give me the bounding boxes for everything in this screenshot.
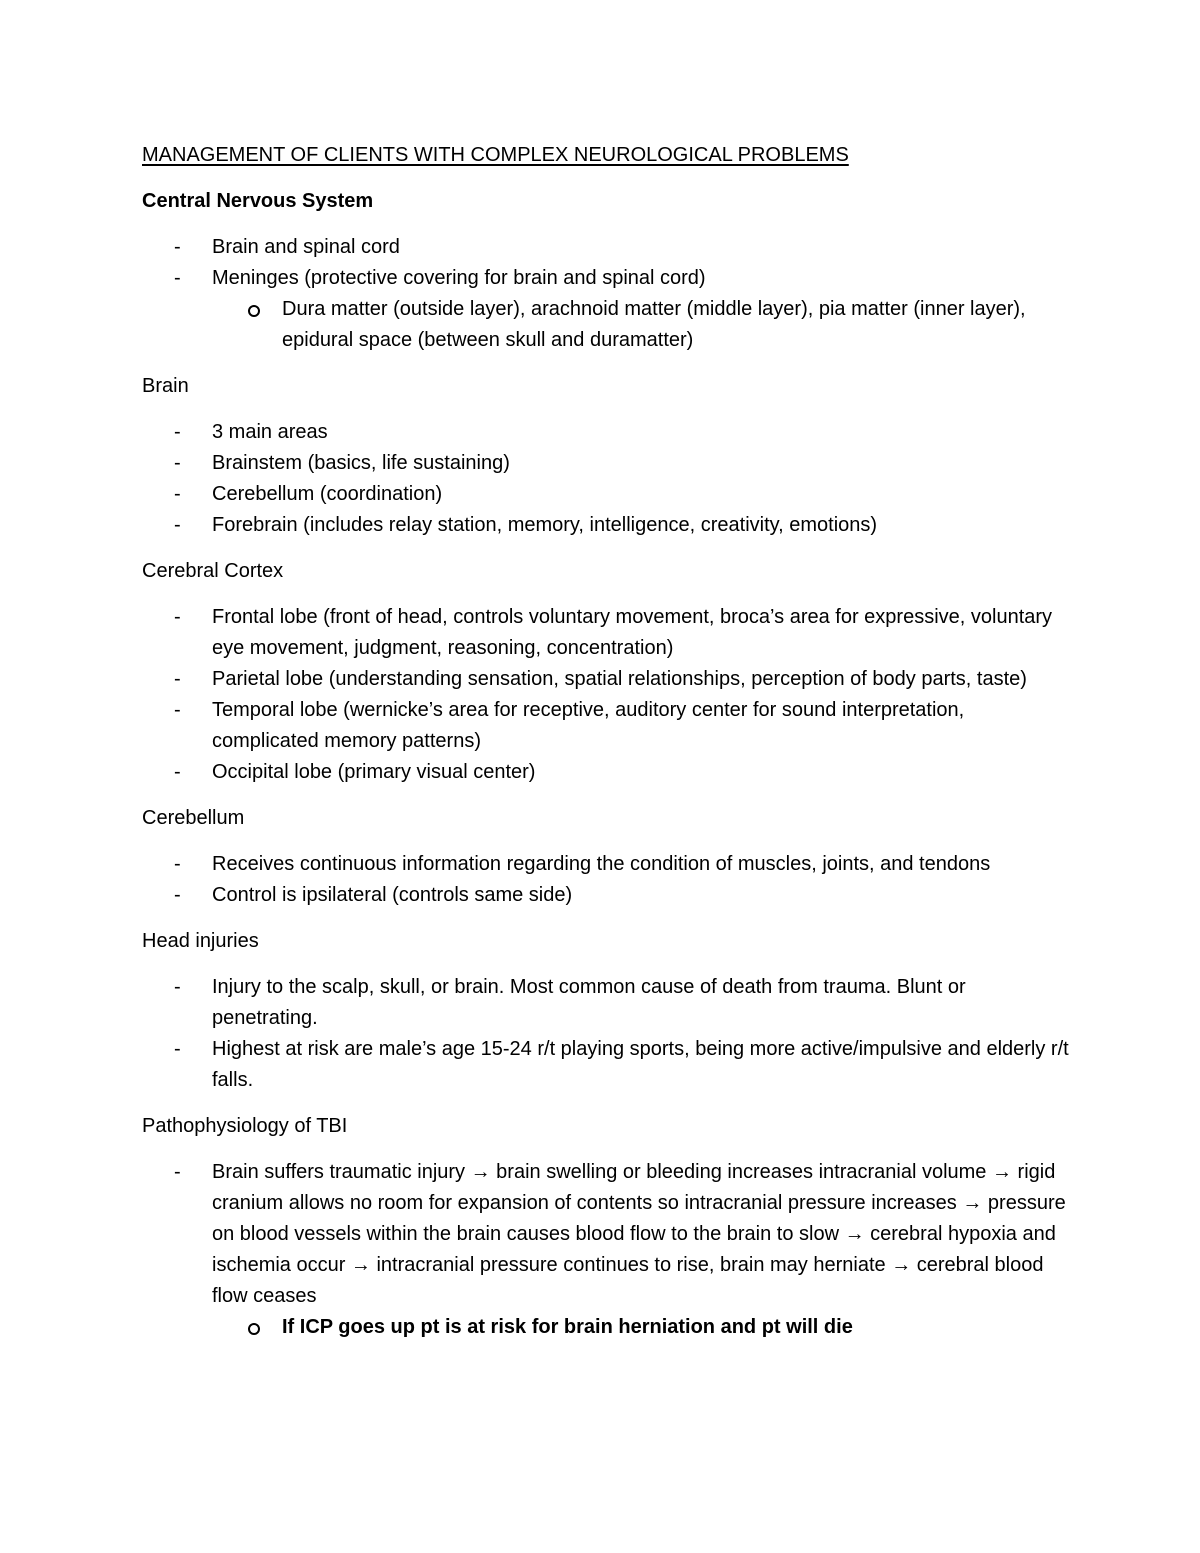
dash-bullet: - [174,668,181,690]
dash-bullet: - [174,452,181,474]
list-item [142,602,1072,664]
list-item-text: Brain suffers traumatic injury → brain swelling or bleeding increases intracranial volume → rigid cranium allows no room for expansion of contents so intracranial pressure increases → pressure on blood vessels within the brain causes blood flow to the brain to slow → cerebral hypoxia and ischemia occur → intracranial pressure continues to rise, brain may herniate → cerebral blood flow ceases [212,1161,1066,1307]
list-item [142,849,1072,880]
section-head-injuries [142,926,1072,1096]
sub-list-item [142,1312,1072,1343]
list-item [142,757,1072,788]
list-item [142,972,1072,1034]
list-item [142,263,1072,356]
section-cerebellum [142,803,1072,911]
sub-list-item-text: If ICP goes up pt is at risk for brain herniation and pt will die [282,1316,853,1338]
list-item-text: Cerebellum (coordination) [212,483,443,505]
list-item [142,1157,1072,1343]
list-item-text: Brainstem (basics, life sustaining) [212,452,510,474]
dash-bullet: - [174,267,181,289]
list-item-text: Parietal lobe (understanding sensation, spatial relationships, perception of body parts, taste) [212,668,1027,690]
list-item [142,510,1072,541]
list-item [142,479,1072,510]
document-title: MANAGEMENT OF CLIENTS WITH COMPLEX NEUROLOGICAL PROBLEMS [142,144,849,166]
list-item-text: 3 main areas [212,421,328,443]
list-item [142,664,1072,695]
list-item [142,695,1072,757]
section-heading: Pathophysiology of TBI [142,1115,348,1137]
list-item [142,1034,1072,1096]
dash-bullet: - [174,1038,181,1060]
dash-bullet: - [174,1161,181,1183]
sub-list-item [142,294,1072,356]
dash-bullet: - [174,483,181,505]
dash-bullet: - [174,421,181,443]
section-heading: Brain [142,375,189,397]
list-item-text: Control is ipsilateral (controls same side) [212,884,573,906]
bullet-list [142,1157,1072,1343]
list-item-text: Brain and spinal cord [212,236,400,258]
bullet-list [142,972,1072,1096]
dash-bullet: - [174,606,181,628]
list-item-text: Forebrain (includes relay station, memory, intelligence, creativity, emotions) [212,514,878,536]
list-item-text: Occipital lobe (primary visual center) [212,761,536,783]
list-item-text: Meninges (protective covering for brain and spinal cord) [212,267,706,289]
list-item [142,417,1072,448]
list-item [142,880,1072,911]
section-heading: Head injuries [142,930,259,952]
dash-bullet: - [174,514,181,536]
list-item-text: Highest at risk are male’s age 15-24 r/t playing sports, being more active/impulsive and elderly r/t falls. [212,1038,1069,1091]
list-item-text: Receives continuous information regarding the condition of muscles, joints, and tendons [212,853,991,875]
section-heading: Central Nervous System [142,190,374,212]
sub-list-item-text: Dura matter (outside layer), arachnoid matter (middle layer), pia matter (inner layer), epidural space (between skull and duramatter) [282,298,1026,351]
section-pathophysiology-tbi [142,1111,1072,1343]
bullet-list [142,849,1072,911]
dash-bullet: - [174,699,181,721]
section-brain [142,371,1072,541]
dash-bullet: - [174,853,181,875]
sub-bullet-list [142,294,1072,356]
sub-bullet-list [142,1312,1072,1343]
bullet-list [142,417,1072,541]
dash-bullet: - [174,976,181,998]
dash-bullet: - [174,761,181,783]
section-heading: Cerebellum [142,807,245,829]
dash-bullet: - [174,884,181,906]
list-item-text: Injury to the scalp, skull, or brain. Most common cause of death from trauma. Blunt or penetrating. [212,976,966,1029]
bullet-list [142,232,1072,356]
list-item-text: Temporal lobe (wernicke’s area for receptive, auditory center for sound interpretation, complicated memory patterns) [212,699,965,752]
dash-bullet: - [174,236,181,258]
section-cerebral-cortex [142,556,1072,788]
list-item-text: Frontal lobe (front of head, controls voluntary movement, broca’s area for expressive, voluntary eye movement, judgment, reasoning, concentration) [212,606,1053,659]
list-item [142,448,1072,479]
list-item [142,232,1072,263]
section-central-nervous-system [142,186,1072,356]
section-heading: Cerebral Cortex [142,560,284,582]
bullet-list [142,602,1072,788]
circle-bullet-icon [248,1323,260,1335]
circle-bullet-icon [248,305,260,317]
document-page [142,140,1072,1358]
